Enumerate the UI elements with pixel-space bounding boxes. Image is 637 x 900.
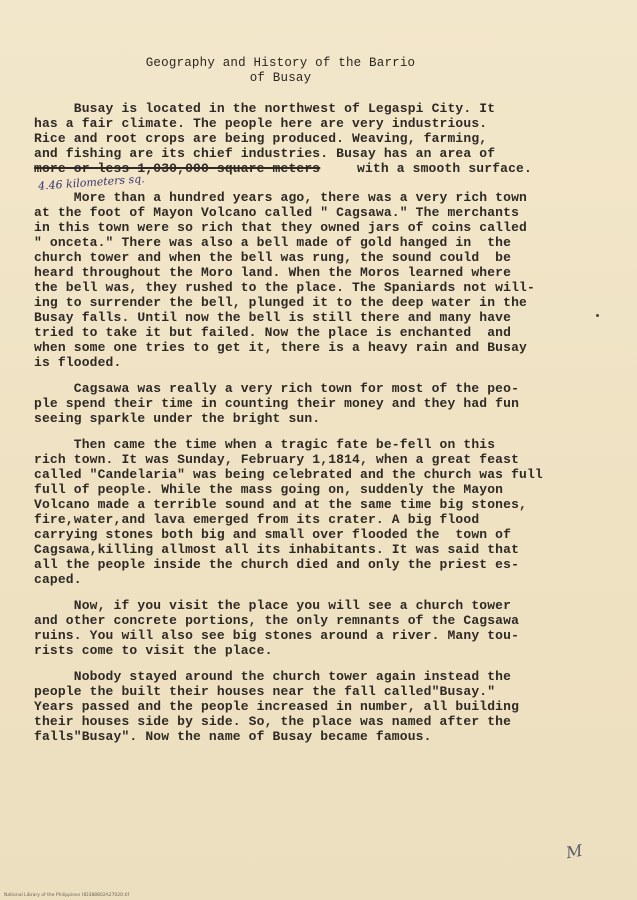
handwritten-area-note: 4.46 kilometers sq. — [37, 172, 146, 193]
text-line: their houses side by side. So, the place was named after the — [34, 714, 512, 729]
text-line: at the foot of Mayon Volcano called " Cagsawa." The merchants — [34, 205, 520, 220]
text-line: Now, if you visit the place you will see a church tower — [34, 598, 512, 613]
struck-text: more or less 1,030,000 square meters — [34, 161, 321, 176]
text-line: heard throughout the Moro land. When the Moros learned where — [34, 265, 512, 280]
text-line: seeing sparkle under the bright sun. — [34, 411, 321, 426]
text-line: rists come to visit the place. — [34, 643, 273, 658]
text-line: Rice and root crops are being produced. Weaving, farming, — [34, 131, 488, 146]
text-line: Cagsawa was really a very rich town for most of the peo- — [34, 381, 520, 396]
ink-speck — [596, 314, 599, 317]
text-line: all the people inside the church died and only the priest es- — [34, 557, 520, 572]
text-line: and other concrete portions, the only remnants of the Cagsawa — [34, 613, 520, 628]
text-line: Cagsawa,killing allmost all its inhabitants. It was said that — [34, 542, 520, 557]
text-line: and fishing are its chief industries. Busay has an area of — [34, 146, 496, 161]
document-title-line-2: of Busay — [249, 71, 312, 85]
text-line: when some one tries to get it, there is a heavy rain and Busay — [34, 340, 527, 355]
text-line: Years passed and the people increased in number, all building — [34, 699, 520, 714]
text-line: full of people. While the mass going on, suddenly the Mayon — [34, 482, 504, 497]
text-line: has a fair climate. The people here are very industrious. — [34, 116, 488, 131]
text-line: ing to surrender the bell, plunged it to the deep water in the — [34, 295, 527, 310]
text-line: caped. — [34, 572, 82, 587]
text-line: Nobody stayed around the church tower again instead the — [34, 669, 512, 684]
text-line: with a smooth surface. — [357, 161, 532, 176]
text-line: ruins. You will also see big stones around a river. Many tou- — [34, 628, 520, 643]
text-line: Then came the time when a tragic fate be-fell on this — [34, 437, 496, 452]
text-line: Busay is located in the northwest of Legaspi City. It — [34, 101, 496, 116]
text-line: Volcano made a terrible sound and at the same time big stones, — [34, 497, 527, 512]
document-title-line-1: Geography and History of the Barrio — [145, 56, 416, 70]
handwritten-initials: M — [564, 840, 584, 863]
text-line: falls"Busay". Now the name of Busay became famous. — [34, 729, 432, 744]
text-line: church tower and when the bell was rung, the sound could be — [34, 250, 512, 265]
text-line: Busay falls. Until now the bell is still there and many have — [34, 310, 512, 325]
text-line: ple spend their time in counting their money and they had fun — [34, 396, 520, 411]
text-line: in this town were so rich that they owned jars of coins called — [34, 220, 527, 235]
text-line: " onceta." There was also a bell made of gold hanged in the — [34, 235, 512, 250]
scan-footer-label: National Library of the Philippines HD388802A27020.tif — [4, 893, 130, 898]
text-line: fire,water,and lava emerged from its crater. A big flood — [34, 512, 480, 527]
text-line: people the built their houses near the fall called"Busay." — [34, 684, 496, 699]
text-line: is flooded. — [34, 355, 122, 370]
text-line: rich town. It was Sunday, February 1,1814, when a great feast — [34, 452, 520, 467]
text-line: tried to take it but failed. Now the place is enchanted and — [34, 325, 512, 340]
text-line: the bell was, they rushed to the place. The Spaniards not will- — [34, 280, 535, 295]
text-line: called "Candelaria" was being celebrated and the church was full — [34, 467, 543, 482]
text-line: carrying stones both big and small over flooded the town of — [34, 527, 512, 542]
text-line: More than a hundred years ago, there was a very rich town — [34, 190, 527, 205]
